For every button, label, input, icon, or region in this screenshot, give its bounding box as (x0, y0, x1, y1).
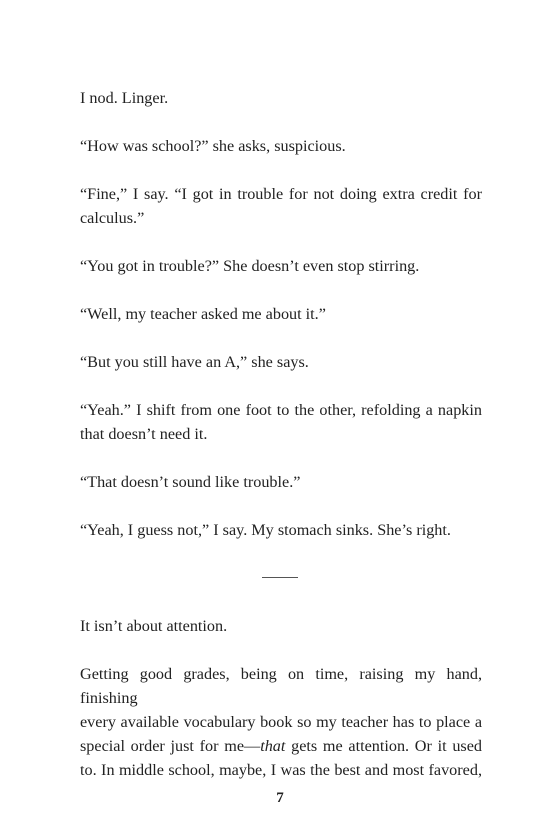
section2-paragraph-2 (80, 662, 482, 782)
text-segment: special order just for me— (80, 737, 261, 755)
section-divider (262, 577, 298, 578)
text-segment: gets me attention. Or it used (285, 737, 482, 755)
text-line: “How was school?” she asks, suspicious. (80, 137, 346, 155)
section2-paragraph-1 (80, 614, 482, 638)
page-number: 7 (276, 790, 284, 806)
paragraph-2 (80, 134, 482, 158)
text-line: Getting good grades, being on time, raising my hand, finishing (80, 665, 482, 707)
text-line: calculus.” (80, 209, 145, 227)
paragraph-8 (80, 470, 482, 494)
text-line: that doesn’t need it. (80, 425, 208, 443)
text-line: “Well, my teacher asked me about it.” (80, 305, 326, 323)
paragraph-5 (80, 302, 482, 326)
text-line (80, 734, 482, 758)
text-line: I nod. Linger. (80, 89, 169, 107)
text-line: to. In middle school, maybe, I was the best and most favored, (80, 761, 482, 779)
text-line: “That doesn’t sound like trouble.” (80, 473, 301, 491)
text-line: “Yeah, I guess not,” I say. My stomach sinks. She’s right. (80, 521, 451, 539)
text-line: “But you still have an A,” she says. (80, 353, 309, 371)
text-line: every available vocabulary book so my teacher has to place a (80, 713, 482, 731)
paragraph-6 (80, 350, 482, 374)
text-line: It isn’t about attention. (80, 617, 228, 635)
paragraph-9 (80, 518, 482, 542)
paragraph-7 (80, 398, 482, 446)
text-line: “You got in trouble?” She doesn’t even stop stirring. (80, 257, 420, 275)
text-line: “Yeah.” I shift from one foot to the other, refolding a napkin (80, 401, 482, 419)
text-line: “Fine,” I say. “I got in trouble for not doing extra credit for (80, 185, 482, 203)
emphasis-text: that (260, 737, 286, 755)
paragraph-4 (80, 254, 482, 278)
paragraph-1 (80, 86, 482, 110)
paragraph-3 (80, 182, 482, 230)
